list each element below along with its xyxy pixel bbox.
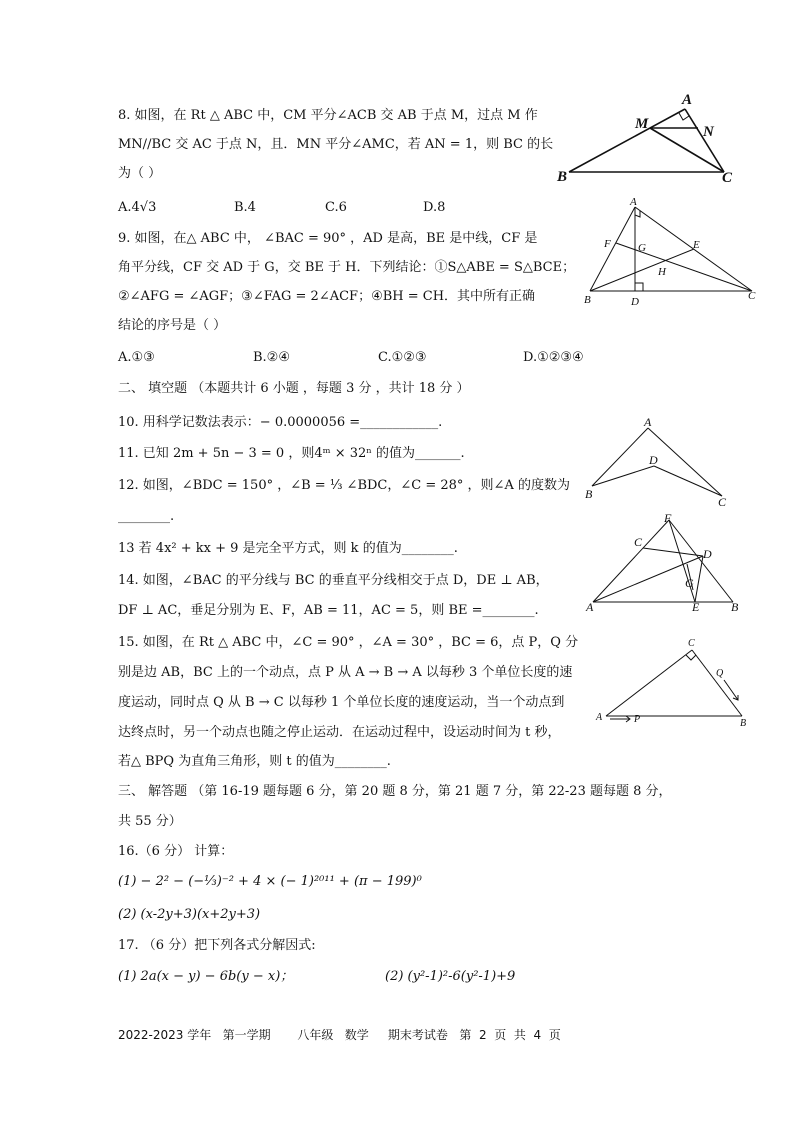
q17-heading: 17. （6 分）把下列各式分解因式: [118, 938, 316, 953]
q14-label-f: F [664, 511, 672, 525]
q16-part-1: (1) − 2² − (−⅓)⁻² + 4 × (− 1)²⁰¹¹ + (π − 199)⁰ [118, 874, 422, 889]
q8-label-b: B [557, 169, 568, 185]
q9-label-d: D [631, 296, 639, 308]
q9-label-a: A [630, 196, 637, 208]
q9-label-f: F [604, 238, 611, 250]
q9-line-1: 9. 如图，在△ ABC 中， ∠BAC = 90° ，AD 是高，BE 是中线，CF 是 [118, 231, 538, 246]
q11-text: 11. 已知 2m + 5n − 3 = 0 ，则4ᵐ × 32ⁿ 的值为_______. [118, 446, 465, 461]
q9-option-c: C.①②③ [378, 350, 427, 365]
q15-label-p: P [634, 714, 641, 725]
q17-part-1: (1) 2a(x − y) − 6b(y − x)； [118, 969, 294, 984]
section-2-heading: 二、 填空题 （本题共计 6 小题 ，每题 3 分 ，共计 18 分 ） [118, 381, 470, 396]
q8-option-b: B.4 [234, 200, 256, 215]
q8-line-1: 8. 如图，在 Rt △ ABC 中，CM 平分∠ACB 交 AB 于点 M，过点 M 作 [118, 108, 538, 123]
q12-line-1: 12. 如图，∠BDC = 150° ，∠B = ⅓ ∠BDC，∠C = 28° ，则∠A 的度数为 [118, 478, 570, 493]
q15-line-1: 15. 如图，在 Rt △ ABC 中，∠C = 90° ，∠A = 30° ，BC = 6，点 P，Q 分 [118, 635, 579, 650]
q12-label-c: C [718, 495, 727, 509]
q15-line-4: 达终点时，另一个动点也随之停止运动．在运动过程中，设运动时间为 t 秒， [118, 725, 561, 740]
q14-label-b: B [731, 600, 739, 614]
q12-label-a: A [644, 415, 652, 429]
q17-part-2: (2) (y²-1)²-6(y²-1)+9 [385, 969, 516, 984]
q9-label-e: E [693, 239, 700, 251]
q13-text: 13 若 4x² + kx + 9 是完全平方式，则 k 的值为________. [118, 541, 458, 556]
q9-triangle-figure [580, 195, 765, 310]
q9-line-3: ②∠AFG = ∠AGF；③∠FAG = 2∠ACF；④BH = CH．其中所有正确 [118, 289, 536, 304]
q15-line-5: 若△ BPQ 为直角三角形，则 t 的值为________. [118, 754, 391, 769]
q15-line-3: 度运动，同时点 Q 从 B → C 以每秒 1 个单位长度的速度运动，当一个动点到 [118, 695, 565, 710]
q12-figure [582, 414, 732, 510]
q14-line-1: 14. 如图，∠BAC 的平分线与 BC 的垂直平分线相交于点 D，DE ⊥ AB， [118, 573, 549, 588]
q14-label-e: E [692, 600, 700, 614]
q15-label-b: B [740, 718, 747, 728]
q15-label-a: A [596, 712, 603, 723]
q9-option-b: B.②④ [253, 350, 290, 365]
q8-label-a: A [682, 92, 693, 108]
q14-label-g: G [685, 576, 694, 590]
section-3-heading-line-1: 三、 解答题 （第 16-19 题每题 6 分，第 20 题 8 分，第 21 题 7 分，第 22-23 题每题 8 分， [118, 784, 672, 799]
q16-part-2: (2) (x-2y+3)(x+2y+3) [118, 907, 261, 922]
q14-line-2: DF ⊥ AC，垂足分别为 E、F，AB = 11，AC = 5，则 BE =________. [118, 603, 539, 618]
q12-line-2: ________. [118, 509, 175, 524]
q8-option-d: D.8 [423, 200, 446, 215]
q8-label-c: C [722, 170, 733, 186]
q15-figure [592, 636, 757, 728]
q15-label-q: Q [716, 668, 724, 679]
q14-label-d: D [703, 547, 712, 561]
q9-option-a: A.①③ [118, 350, 155, 365]
q9-label-c: C [748, 290, 756, 302]
q8-option-a: A.4√3 [118, 200, 157, 215]
q9-line-2: 角平分线，CF 交 AD 于 G，交 BE 于 H．下列结论：①S△ABE = S△BCE； [118, 260, 576, 275]
q8-triangle-figure [555, 88, 745, 188]
q8-line-3: 为（ ） [118, 166, 162, 181]
q9-label-b: B [584, 294, 591, 306]
q14-label-a: A [586, 600, 594, 614]
q8-label-m: M [635, 116, 649, 132]
page-footer: 2022-2023 学年 第一学期 八年级 数学 期末考试卷 第 2 页 共 4 页 [118, 1028, 561, 1042]
q8-line-2: MN//BC 交 AC 于点 N，且．MN 平分∠AMC，若 AN = 1，则 BC 的长 [118, 137, 554, 152]
q12-label-d: D [649, 453, 658, 467]
q9-label-h: H [658, 266, 666, 278]
q8-label-n: N [703, 124, 714, 140]
q10-text: 10. 用科学记数法表示：− 0.0000056 =____________. [118, 415, 443, 430]
q9-line-4: 结论的序号是（ ） [118, 318, 227, 333]
q14-label-c: C [634, 535, 643, 549]
q9-option-d: D.①②③④ [523, 350, 584, 365]
section-3-heading-line-2: 共 55 分） [118, 814, 182, 829]
q15-label-c: C [688, 638, 695, 649]
q15-line-2: 别是边 AB，BC 上的一个动点，点 P 从 A → B → A 以每秒 3 个单位长度的速 [118, 665, 573, 680]
q8-option-c: C.6 [325, 200, 347, 215]
q14-figure [583, 510, 748, 615]
q12-label-b: B [585, 487, 593, 501]
q16-heading: 16.（6 分） 计算： [118, 844, 234, 859]
q9-label-g: G [638, 242, 646, 254]
